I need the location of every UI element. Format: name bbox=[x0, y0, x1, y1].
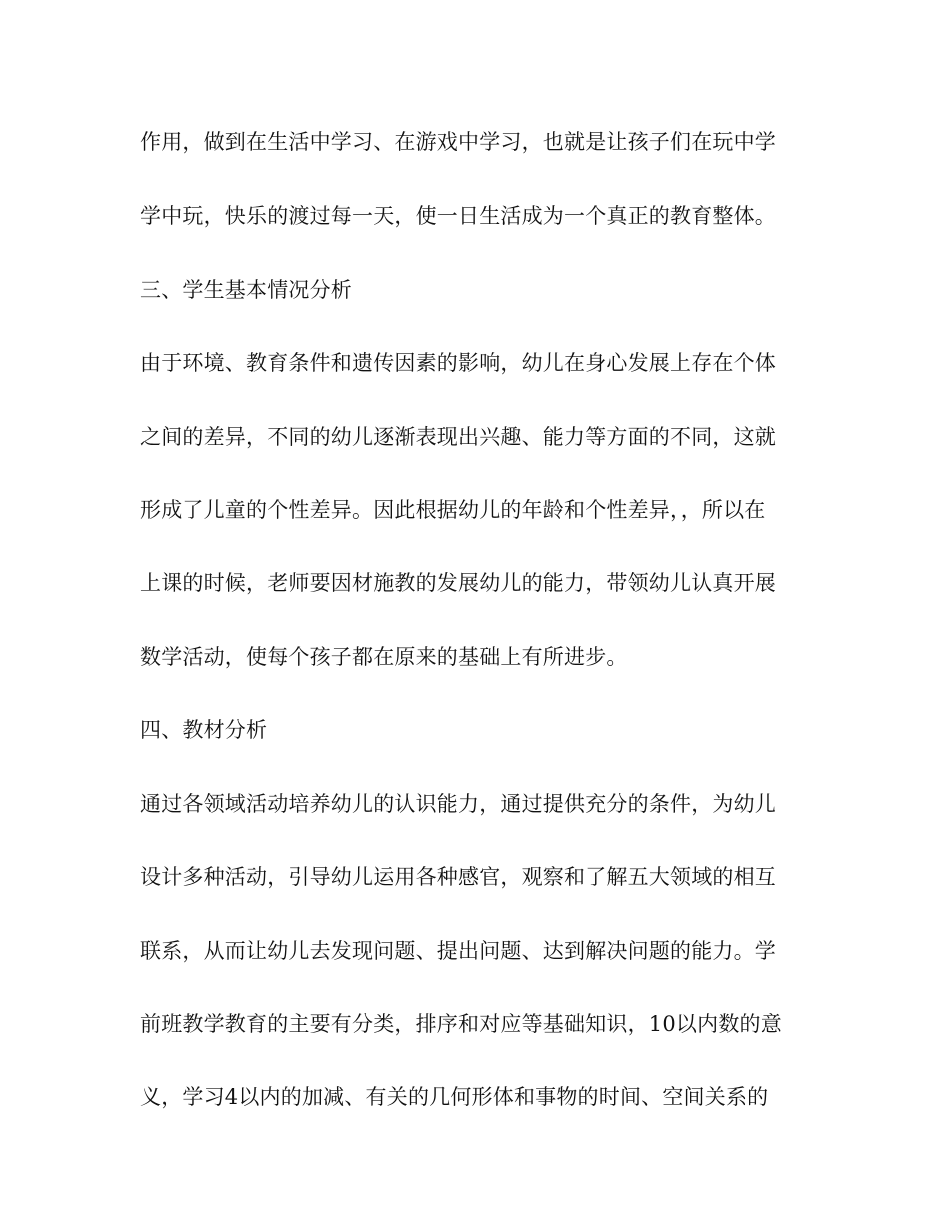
paragraph-line: 义，学习4以内的加减、有关的几何形体和事物的时间、空间关系的 bbox=[140, 1085, 769, 1109]
paragraph-line: 上课的时候，老师要因材施教的发展幼儿的能力，带领幼儿认真开展 bbox=[140, 571, 776, 595]
paragraph-line: 通过各领域活动培养幼儿的认识能力，通过提供充分的条件，为幼儿 bbox=[140, 792, 776, 816]
paragraph-line: 联系，从而让幼儿去发现问题、提出问题、达到解决问题的能力。学 bbox=[140, 939, 776, 963]
paragraph-line: 学中玩，快乐的渡过每一天，使一日生活成为一个真正的教育整体。 bbox=[140, 204, 776, 228]
paragraph-line: 之间的差异，不同的幼儿逐渐表现出兴趣、能力等方面的不同，这就 bbox=[140, 425, 776, 449]
section-heading-textbook-analysis: 四、教材分析 bbox=[140, 718, 268, 742]
paragraph-line: 设计多种活动，引导幼儿运用各种感官，观察和了解五大领域的相互 bbox=[140, 865, 776, 889]
paragraph-line: 由于环境、教育条件和遗传因素的影响，幼儿在身心发展上存在个体 bbox=[140, 351, 776, 375]
paragraph-line: 数学活动，使每个孩子都在原来的基础上有所进步。 bbox=[140, 645, 628, 669]
paragraph-line: 形成了儿童的个性差异。因此根据幼儿的年龄和个性差异，，所以在 bbox=[140, 498, 766, 522]
paragraph-line: 作用，做到在生活中学习、在游戏中学习，也就是让孩子们在玩中学 bbox=[140, 130, 776, 154]
section-heading-student-analysis: 三、学生基本情况分析 bbox=[140, 278, 352, 302]
paragraph-line: 前班教学教育的主要有分类，排序和对应等基础知识，10以内数的意 bbox=[140, 1012, 782, 1036]
